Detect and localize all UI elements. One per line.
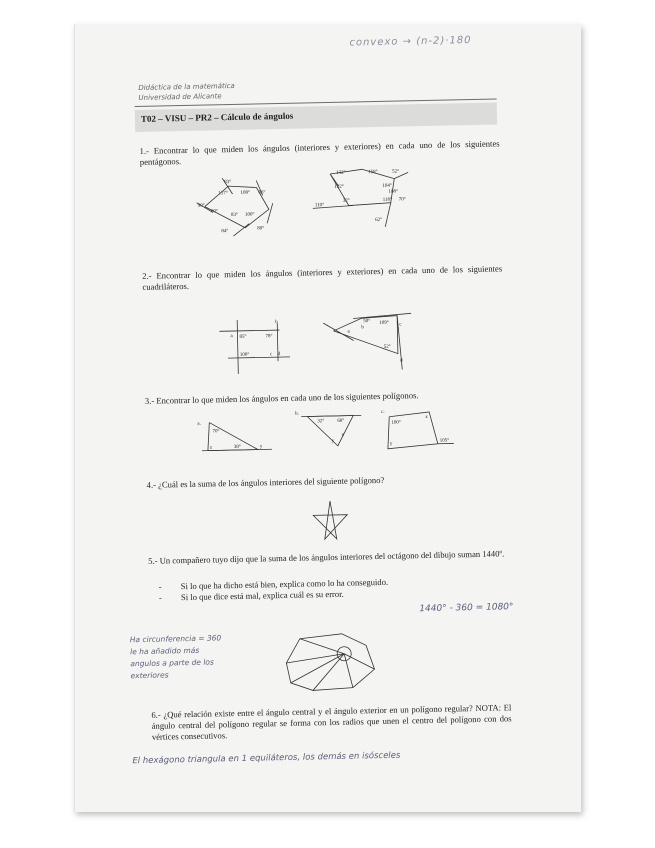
quadrilateral-figure-2	[323, 307, 414, 379]
pent2-label: 118°	[382, 197, 393, 203]
pent2-label: 108°	[388, 189, 399, 195]
triangle-figure-a	[197, 415, 278, 462]
tri-b-label: 68°	[337, 418, 345, 424]
triangle-figure-b	[295, 407, 376, 460]
pent1-label: 90°	[197, 203, 205, 209]
pent1-label: 80°	[257, 226, 265, 232]
question-3: 3.- Encontrar lo que miden los ángulos en cada uno de los siguientes polígonos.	[144, 390, 419, 406]
quad2-label: c	[399, 322, 402, 328]
quad-c-label: x	[425, 414, 428, 421]
poly-label-a: a.	[197, 421, 201, 427]
pent1-label: 66°	[258, 190, 266, 196]
quad1-label: a	[230, 334, 233, 340]
pent2-label: 62°	[375, 217, 383, 224]
pent2-label: 52°	[392, 169, 400, 175]
quadrilateral-figure-1	[219, 315, 300, 382]
quad2-label: 52°	[383, 344, 391, 350]
handwritten-explanation: Ha circunferencia = 360 le ha añadido más angulos a parte de los exteriores	[129, 633, 222, 681]
pent2-label: 104°	[382, 183, 392, 189]
tri-b-label: 32°	[317, 419, 325, 425]
bullet-item: - Si lo que ha dicho está bien, explica como lo ha conseguido.	[158, 576, 389, 592]
pent1-label: 60°	[210, 209, 218, 215]
pent2-label: 132°	[336, 170, 346, 176]
pent1-label: 108°	[240, 190, 251, 196]
pent1-label: 83°	[224, 180, 232, 186]
pent1-label: 100°	[244, 212, 255, 218]
handwritten-sum-result: 1440° - 360 = 1080°	[419, 602, 514, 615]
pentagon-figure-1	[196, 175, 288, 252]
tri-b-label: z	[341, 432, 344, 438]
quad-c-label: 105°	[439, 438, 450, 444]
course-name: Didáctica de la matemática	[138, 81, 235, 92]
quad2-label: b	[361, 325, 364, 331]
pent1-label: 84°	[221, 229, 229, 235]
pent1-label: 117°	[218, 191, 228, 197]
quad1-label: d	[277, 352, 281, 358]
question-1: 1.- Encontrar lo que miden los ángulos (interiores y exteriores) en cada uno de los siguientes pentágonos.	[139, 138, 500, 167]
quad2-label: a	[347, 329, 350, 335]
tri-a-label: y	[259, 444, 263, 450]
quad1-label: b	[275, 320, 278, 326]
tri-a-label: 38°	[233, 444, 241, 451]
pent2-label: 70°	[398, 197, 406, 203]
pent1-label: 83°	[230, 212, 239, 219]
quad1-label: 100°	[239, 352, 250, 358]
quad2-label: 109°	[379, 320, 389, 326]
question-2: 2.- Encontrar lo que miden los ángulos (interiores y exteriores) en cada uno de los siguientes cuadriláteros.	[142, 263, 503, 292]
pent2-label: 32°	[342, 198, 350, 204]
university-name: Universidad de Alicante	[138, 92, 222, 102]
quad-c-label: y	[389, 441, 393, 447]
question-5: 5.- Un compañero tuyo dijo que la suma de los ángulos interiores del octágono del dibujo suman 1440º.	[148, 548, 505, 566]
quad1-label: c	[269, 352, 273, 358]
poly-label-b: b.	[295, 411, 299, 417]
tri-a-label: z	[209, 445, 213, 451]
question-4: 4.- ¿Cuál es la suma de los ángulos interiores del siguiente polígono?	[146, 474, 385, 490]
quad1-label: 85°	[239, 334, 247, 340]
quad2-label: d	[400, 358, 403, 364]
octagon-figure	[282, 631, 393, 700]
pent2-label: 158°	[368, 169, 378, 176]
pentagon-figure-2	[312, 164, 424, 241]
worksheet-page	[129, 20, 533, 816]
quad1-label: 78°	[265, 334, 273, 340]
paper-sheet	[74, 24, 581, 812]
pent2-label: 102°	[334, 184, 344, 190]
poly-label-c: c.	[381, 409, 385, 415]
worksheet-title: T02 – VISU – PR2 – Cálculo de ángulos	[140, 110, 294, 124]
question-5-bullets	[159, 577, 389, 604]
question-6: 6.- ¿Qué relación existe entre el ángulo central y el ángulo exterior en un polígono regular? NOTA: El ángulo central del polígono regular se forma con los radios que unen el centro del polígono con dos vértices consecutivos.	[151, 702, 512, 742]
pent2-label: 110°	[314, 203, 325, 209]
handwritten-final-answer: El hexágono triangula en 1 equiláteros, los demás en isósceles	[132, 750, 401, 767]
tri-a-label: 70°	[212, 429, 220, 435]
quad2-label: 50°	[363, 319, 371, 325]
star-polygon-figure	[307, 499, 354, 551]
quad-c-label: 100°	[391, 420, 401, 426]
handwritten-top-note: convexo → (n-2)·180	[349, 34, 472, 49]
bullet-item: - Si lo que dice está mal, explica cuál es su error.	[158, 588, 344, 603]
tri-b-label: y	[331, 438, 335, 444]
quadrilateral-figure-c	[381, 405, 462, 458]
